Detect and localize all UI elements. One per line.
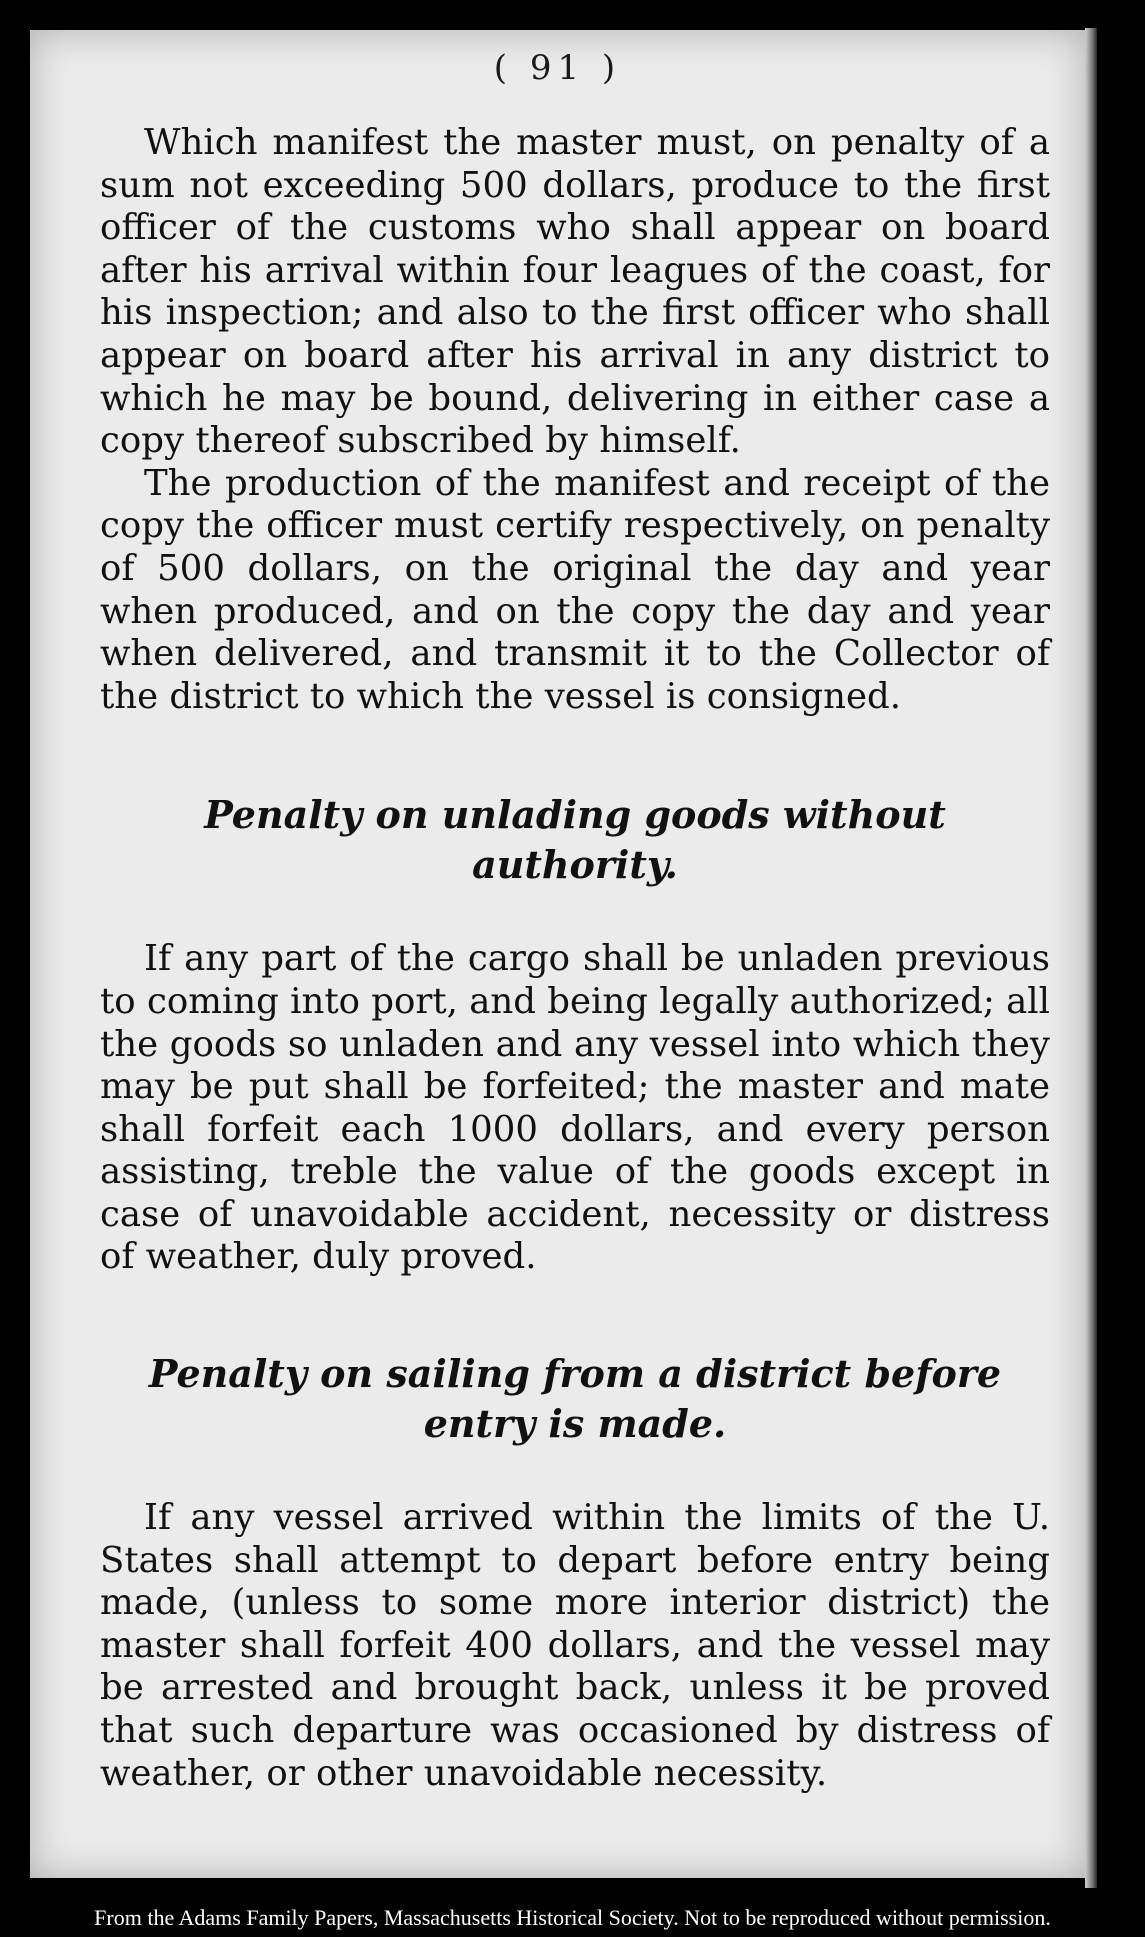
page-number: ( 91 ) bbox=[493, 48, 622, 88]
heading-unlading-penalty: Penalty on unlading goods without authority. bbox=[204, 792, 946, 888]
paragraph-sailing: If any vessel arrived within the limits of the U. States shall attempt to depart before entry being made, (unless to some more interior district) the master shall forfeit 400 dollars, and the vessel may be arrested and brought back, unless it be proved that such departure was occasioned by distress of weather, or other unavoidable necessity. bbox=[100, 1497, 1050, 1794]
footer-credit: From the Adams Family Papers, Massachusetts Historical Society. Not to be reproduced without permission. bbox=[94, 1905, 1051, 1930]
paragraph-unlading: If any part of the cargo shall be unladen previous to coming into port, and being legally authorized; all the goods so unladen and any vessel into which they may be put shall be forfeited; the master and mate shall forfeit each 1000 dollars, and every person assisting, treble the value of the goods except in case of unavoidable accident, necessity or distress of weather, duly proved. bbox=[100, 938, 1050, 1278]
book-page bbox=[30, 30, 1085, 1878]
page-content bbox=[100, 122, 1050, 1795]
heading-sailing-penalty: Penalty on sailing from a district before entry is made. bbox=[148, 1351, 1002, 1447]
page-edge bbox=[1085, 28, 1097, 1888]
paragraph-production: The production of the manifest and receipt of the copy the officer must certify respectively, on penalty of 500 dollars, on the original the day and year when produced, and on the copy the day and year when delivered, and transmit it to the Collector of the district to which the vessel is consigned. bbox=[100, 462, 1050, 717]
paragraph-manifest: Which manifest the master must, on penalty of a sum not exceeding 500 dollars, produce to the first officer of the customs who shall appear on board after his arrival within four leagues of the coast, for his inspection; and also to the first officer who shall appear on board after his arrival in any district to which he may be bound, delivering in either case a copy thereof subscribed by himself. bbox=[100, 122, 1050, 462]
